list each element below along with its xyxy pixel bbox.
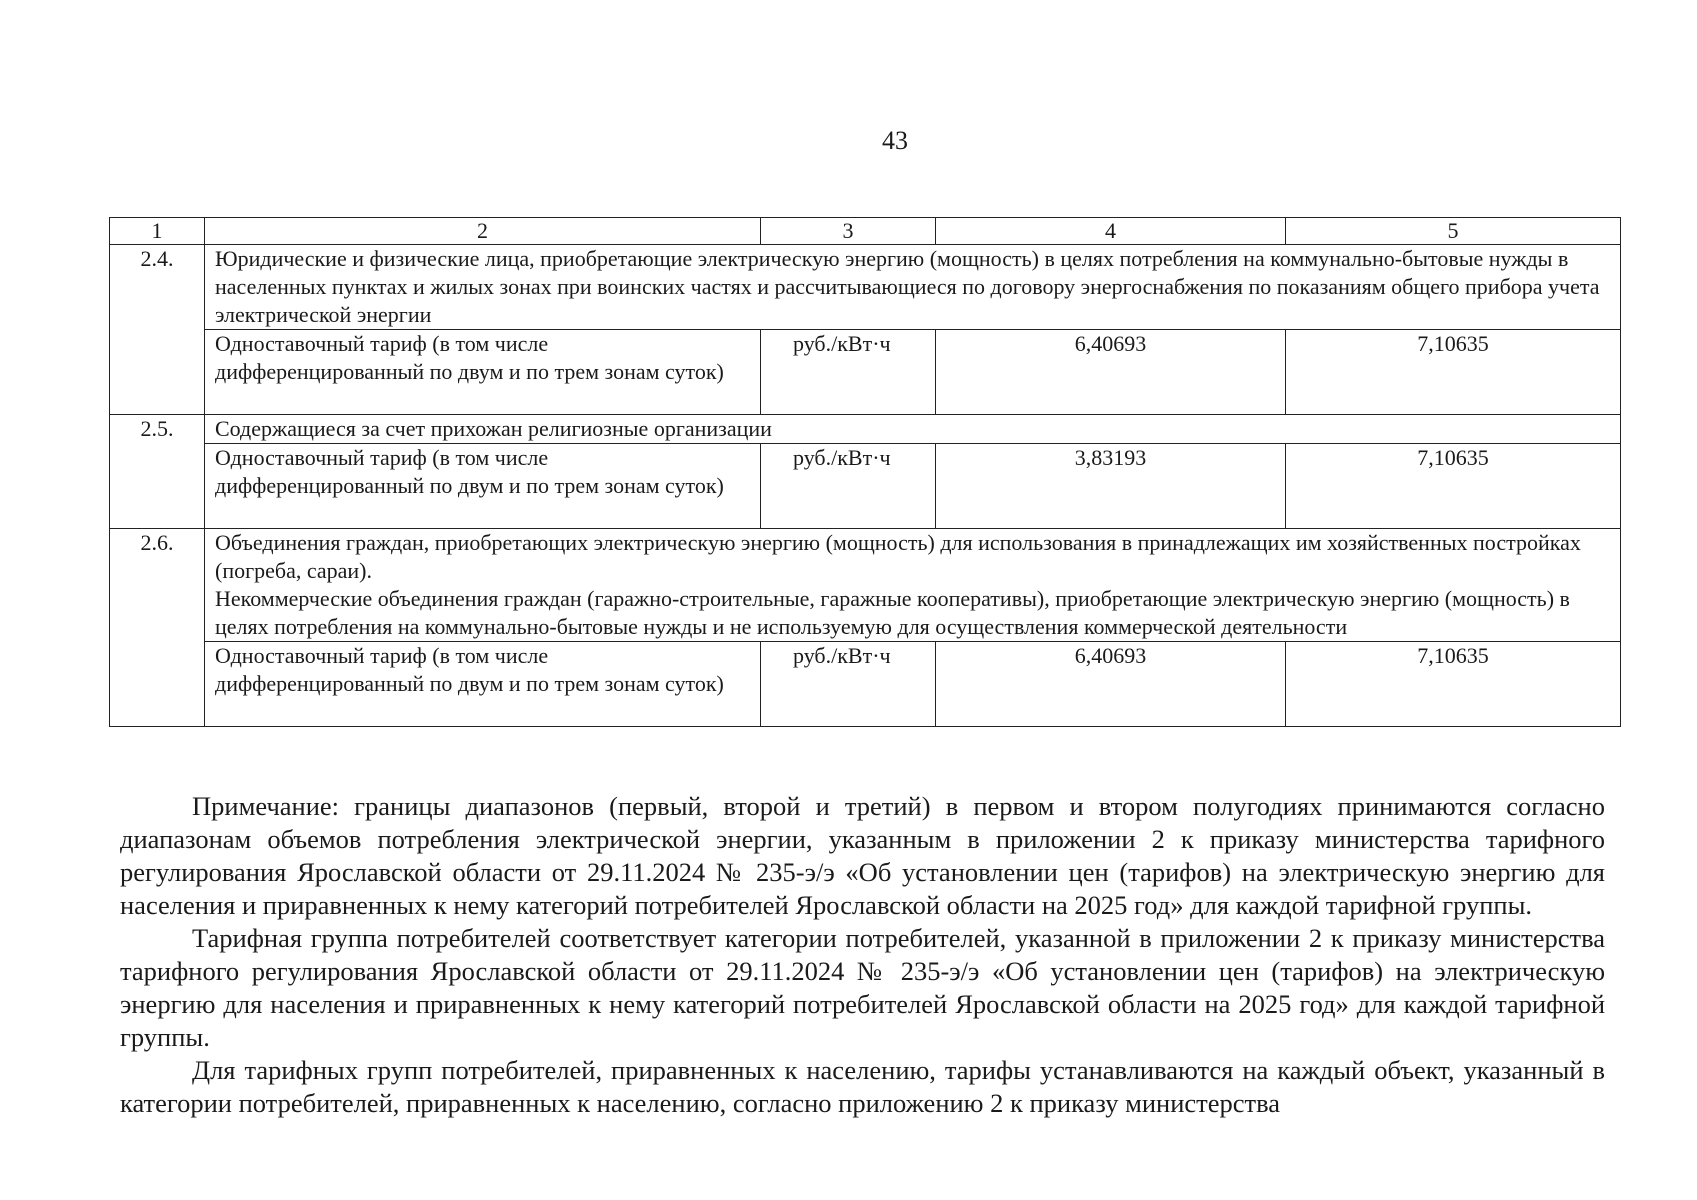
notes-section	[120, 790, 1605, 1120]
group-description-second: Некоммерческие объединения граждан (гаражно-строительные, гаражные кооперативы), приобретающие электрическую энергию (мощность) в целях потребления на коммунально-бытовые нужды и не используемую для осуществления коммерческой деятельности	[215, 586, 1570, 639]
group-description: Содержащиеся за счет прихожан религиозные организации	[205, 415, 1621, 444]
group-row-2-5	[110, 415, 1621, 444]
group-description: Объединения граждан, приобретающих электрическую энергию (мощность) для использования в принадлежащих им хозяйственных постройках (погреба, сараи).	[215, 530, 1581, 583]
tariff-value-second: 7,10635	[1286, 444, 1621, 529]
tariff-row	[110, 642, 1621, 727]
group-description: Юридические и физические лица, приобретающие электрическую энергию (мощность) в целях потребления на коммунально-бытовые нужды в населенных пунктах и жилых зонах при воинских частях и рассчитывающиеся по договору энергоснабжения по показаниям общего прибора учета электрической энергии	[205, 245, 1621, 330]
group-id: 2.5.	[110, 415, 205, 529]
group-id: 2.6.	[110, 529, 205, 727]
note-paragraph: Примечание: границы диапазонов (первый, второй и третий) в первом и втором полугодиях принимаются согласно диапазонам объемов потребления электрической энергии, указанным в приложении 2 к приказу министерства тарифного регулирования Ярославской области от 29.11.2024 № 235-э/э «Об установлении цен (тарифов) на электрическую энергию для населения и приравненных к нему категорий потребителей Ярославской области на 2025 год» для каждой тарифной группы.	[120, 791, 1605, 920]
tariff-value-first: 6,40693	[936, 330, 1286, 415]
tariff-value-first: 3,83193	[936, 444, 1286, 529]
tariff-unit: руб./кВт·ч	[761, 330, 936, 415]
tariff-unit: руб./кВт·ч	[761, 444, 936, 529]
note-paragraph: Для тарифных групп потребителей, приравненных к населению, тарифы устанавливаются на каждый объект, указанный в категории потребителей, приравненных к населению, согласно приложению 2 к приказу министерства	[120, 1055, 1605, 1118]
tariff-unit: руб./кВт·ч	[761, 642, 936, 727]
group-id: 2.4.	[110, 245, 205, 415]
page-number: 43	[882, 126, 908, 155]
column-number-4: 4	[936, 218, 1286, 245]
column-number-2: 2	[205, 218, 761, 245]
group-row-2-4	[110, 245, 1621, 330]
group-description-cell	[205, 529, 1621, 642]
tariff-row	[110, 330, 1621, 415]
tariff-name: Одноставочный тариф (в том числе дифференцированный по двум и по трем зонам суток)	[205, 642, 761, 727]
tariff-value-second: 7,10635	[1286, 330, 1621, 415]
tariff-name: Одноставочный тариф (в том числе дифференцированный по двум и по трем зонам суток)	[205, 444, 761, 529]
tariff-table	[109, 217, 1621, 727]
column-number-1: 1	[110, 218, 205, 245]
column-number-3: 3	[761, 218, 936, 245]
tariff-name: Одноставочный тариф (в том числе дифференцированный по двум и по трем зонам суток)	[205, 330, 761, 415]
tariff-row	[110, 444, 1621, 529]
group-row-2-6	[110, 529, 1621, 642]
tariff-value-first: 6,40693	[936, 642, 1286, 727]
note-paragraph: Тарифная группа потребителей соответствует категории потребителей, указанной в приложении 2 к приказу министерства тарифного регулирования Ярославской области от 29.11.2024 № 235-э/э «Об установлении цен (тарифов) на электрическую энергию для населения и приравненных к нему категорий потребителей Ярославской области на 2025 год» для каждой тарифной группы.	[120, 923, 1605, 1052]
table-header-row	[110, 218, 1621, 245]
tariff-value-second: 7,10635	[1286, 642, 1621, 727]
column-number-5: 5	[1286, 218, 1621, 245]
